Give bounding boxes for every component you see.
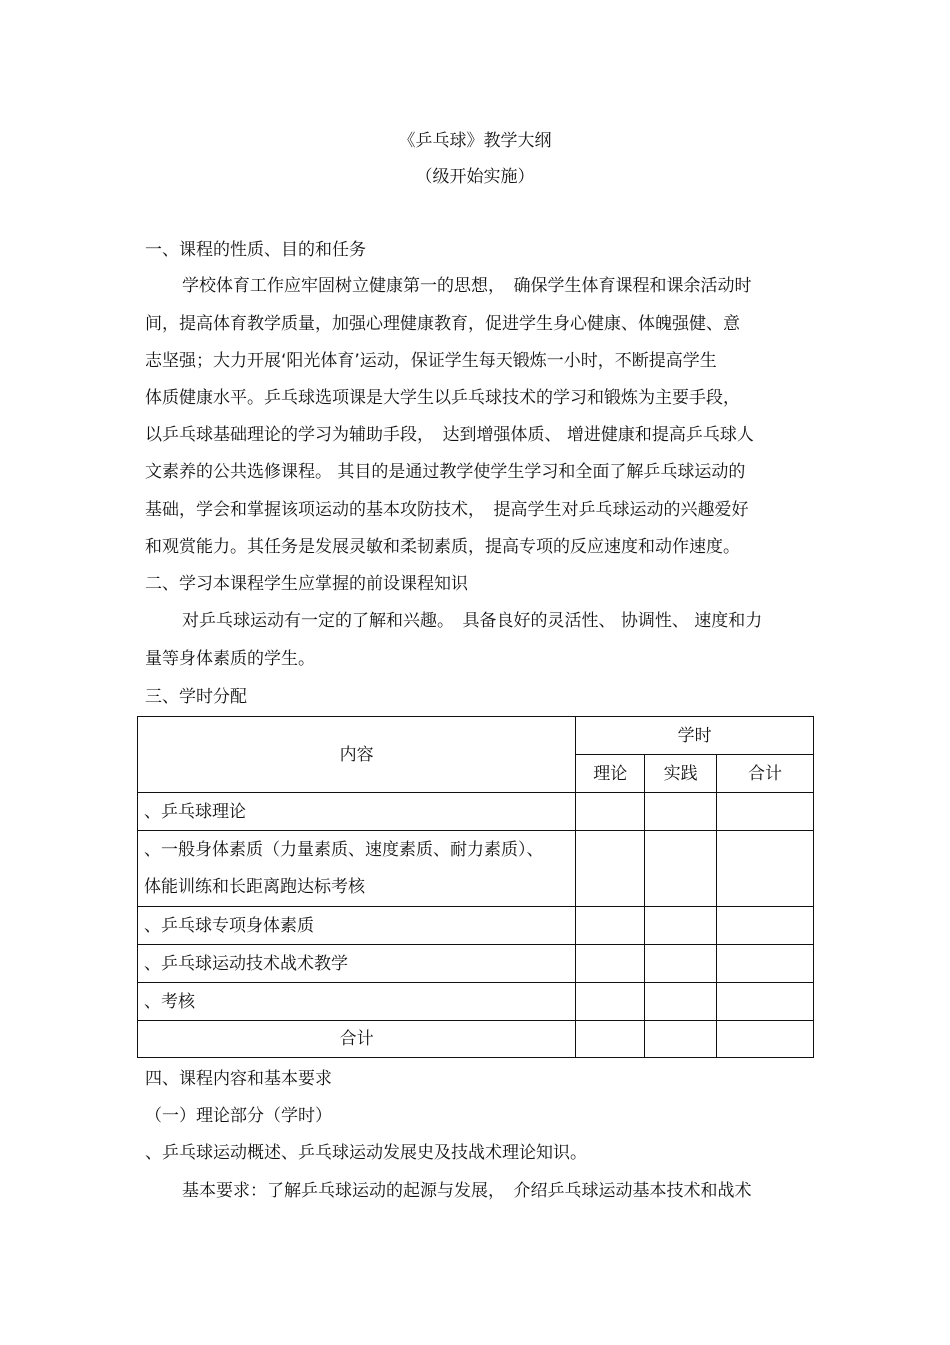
total-cell (717, 907, 814, 945)
practice-cell (645, 983, 717, 1021)
table-row (138, 945, 814, 983)
document-title: 《乒乓球》教学大纲 (398, 131, 552, 151)
row-content: 、乒乓球专项身体素质 (138, 907, 576, 945)
practice-cell (645, 907, 717, 945)
table-row (138, 793, 814, 831)
paragraph-line: 基础，学会和掌握该项运动的基本攻防技术， 提高学生对乒乓球运动的兴趣爱好 (145, 500, 749, 520)
practice-header: 实践 (645, 755, 717, 793)
total-cell (717, 1021, 814, 1058)
paragraph-line: 体质健康水平。乒乓球选项课是大学生以乒乓球技术的学习和锻炼为主要手段， (145, 388, 740, 408)
table-row (138, 907, 814, 945)
table-row (138, 983, 814, 1021)
content-header: 内容 (138, 717, 576, 793)
hours-allocation-table (137, 716, 814, 1058)
row-content: 、乒乓球运动技术战术教学 (138, 945, 576, 983)
paragraph-line: 以乒乓球基础理论的学习为辅助手段， 达到增强体质、 增进健康和提高乒乓球人 (145, 425, 754, 445)
theory-cell (576, 793, 645, 831)
theory-cell (576, 831, 645, 907)
theory-header: 理论 (576, 755, 645, 793)
total-cell (717, 831, 814, 907)
total-cell (717, 793, 814, 831)
section-2-heading: 二、学习本课程学生应掌握的前设课程知识 (145, 574, 468, 594)
paragraph-line: 量等身体素质的学生。 (145, 649, 315, 669)
requirement-text: 基本要求：了解乒乓球运动的起源与发展， 介绍乒乓球运动基本技术和战术 (182, 1181, 752, 1201)
practice-cell (645, 793, 717, 831)
paragraph-line: 对乒乓球运动有一定的了解和兴趣。 具备良好的灵活性、 协调性、 速度和力 (182, 611, 763, 631)
row-content-line: 体能训练和长距离跑达标考核 (144, 876, 365, 897)
theory-cell (576, 1021, 645, 1058)
theory-cell (576, 983, 645, 1021)
row-content: 、乒乓球理论 (138, 793, 576, 831)
total-cell (717, 983, 814, 1021)
document-subtitle: （级开始实施） (415, 167, 535, 187)
section-4-subheading: （一）理论部分（学时） (145, 1106, 332, 1126)
practice-cell (645, 945, 717, 983)
paragraph-line: 志坚强；大力开展‘阳光体育’运动，保证学生每天锻炼一小时，不断提高学生 (145, 351, 717, 371)
practice-cell (645, 1021, 717, 1058)
theory-cell (576, 907, 645, 945)
row-content (138, 831, 576, 907)
section-4-heading: 四、课程内容和基本要求 (145, 1069, 332, 1089)
total-label: 合计 (138, 1021, 576, 1058)
section-3-heading: 三、学时分配 (145, 687, 247, 707)
content-item: 、乒乓球运动概述、乒乓球运动发展史及技战术理论知识。 (145, 1143, 587, 1163)
paragraph-line: 文素养的公共选修课程。 其目的是通过教学使学生学习和全面了解乒乓球运动的 (145, 462, 746, 482)
theory-cell (576, 945, 645, 983)
row-content-line: 、一般身体素质（力量素质、速度素质、耐力素质）、 (144, 839, 544, 860)
section-1-heading: 一、课程的性质、目的和任务 (145, 240, 366, 260)
paragraph-line: 间，提高体育教学质量，加强心理健康教育，促进学生身心健康、体魄强健、意 (145, 314, 740, 334)
paragraph-line: 和观赏能力。其任务是发展灵敏和柔韧素质，提高专项的反应速度和动作速度。 (145, 537, 740, 557)
paragraph-line: 学校体育工作应牢固树立健康第一的思想， 确保学生体育课程和课余活动时 (182, 276, 752, 296)
total-cell (717, 945, 814, 983)
practice-cell (645, 831, 717, 907)
total-header: 合计 (717, 755, 814, 793)
table-row (138, 831, 814, 907)
table-total-row (138, 1021, 814, 1058)
hours-header: 学时 (576, 717, 814, 755)
row-content: 、考核 (138, 983, 576, 1021)
